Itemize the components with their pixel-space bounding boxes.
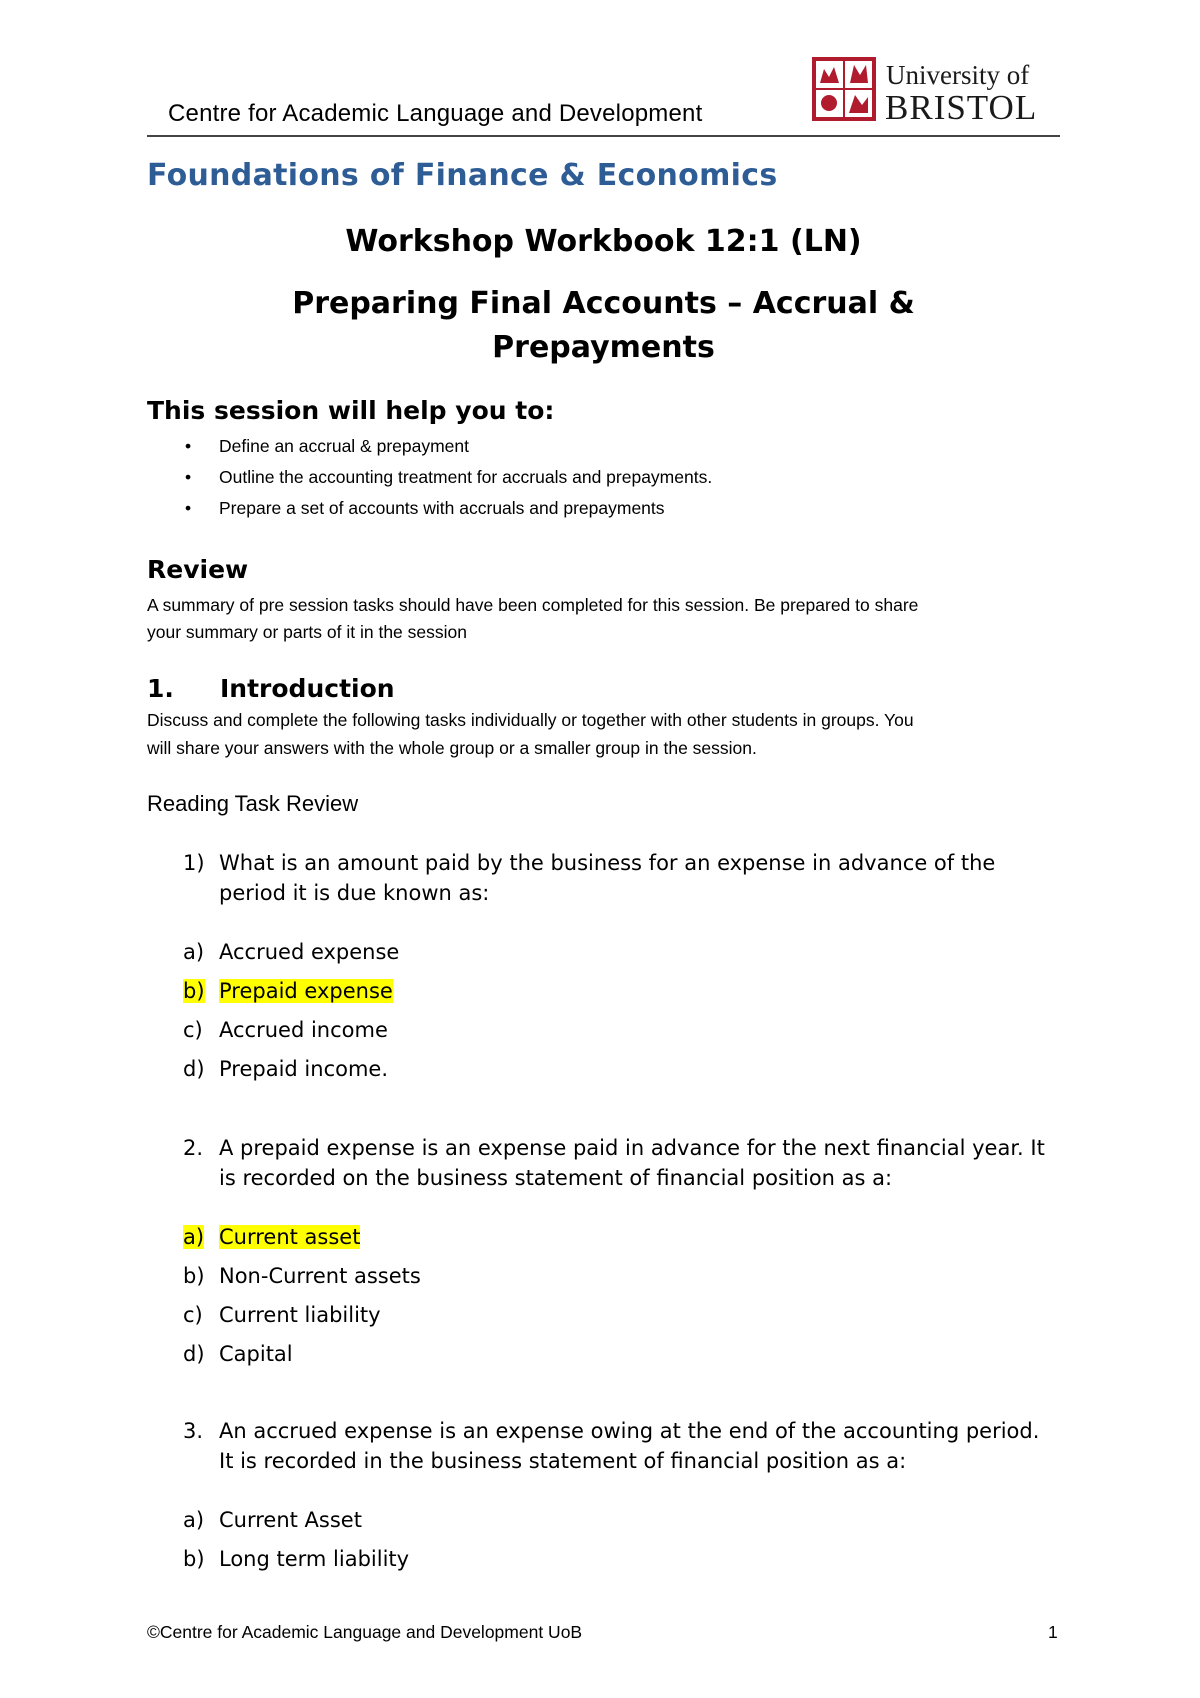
introduction-text-line2: will share your answers with the whole group or a smaller group in the session.	[147, 738, 757, 758]
introduction-text-line1: Discuss and complete the following tasks individually or together with other students in groups. You	[147, 710, 914, 730]
objectives-heading: This session will help you to:	[147, 396, 555, 425]
topic-title-line1: Preparing Final Accounts – Accrual &	[292, 286, 915, 321]
review-heading: Review	[147, 555, 249, 584]
header-divider	[147, 135, 1060, 137]
footer-copyright: ©Centre for Academic Language and Development UoB	[147, 1622, 583, 1642]
bullet-icon: •	[185, 467, 192, 487]
introduction-number: 1.	[147, 674, 174, 703]
header-text: Centre for Academic Language and Development	[168, 100, 703, 127]
page-number: 1	[1048, 1622, 1058, 1642]
reading-task-heading: Reading Task Review	[147, 791, 359, 816]
crest-icon	[810, 55, 880, 125]
introduction-heading	[147, 674, 395, 703]
logo-text-university: University of	[886, 60, 1030, 90]
logo-text-bristol: BRISTOL	[885, 88, 1038, 127]
review-text-line2: your summary or parts of it in the session	[147, 622, 467, 642]
course-title: Foundations of Finance & Economics	[147, 158, 778, 193]
bullet-icon: •	[185, 436, 192, 456]
topic-title-line2: Prepayments	[492, 330, 715, 365]
workbook-title: Workshop Workbook 12:1 (LN)	[345, 224, 862, 259]
bullet-icon: •	[185, 498, 192, 518]
review-text-line1: A summary of pre session tasks should have been completed for this session. Be prepared to share	[147, 595, 919, 615]
introduction-title: Introduction	[220, 674, 395, 703]
